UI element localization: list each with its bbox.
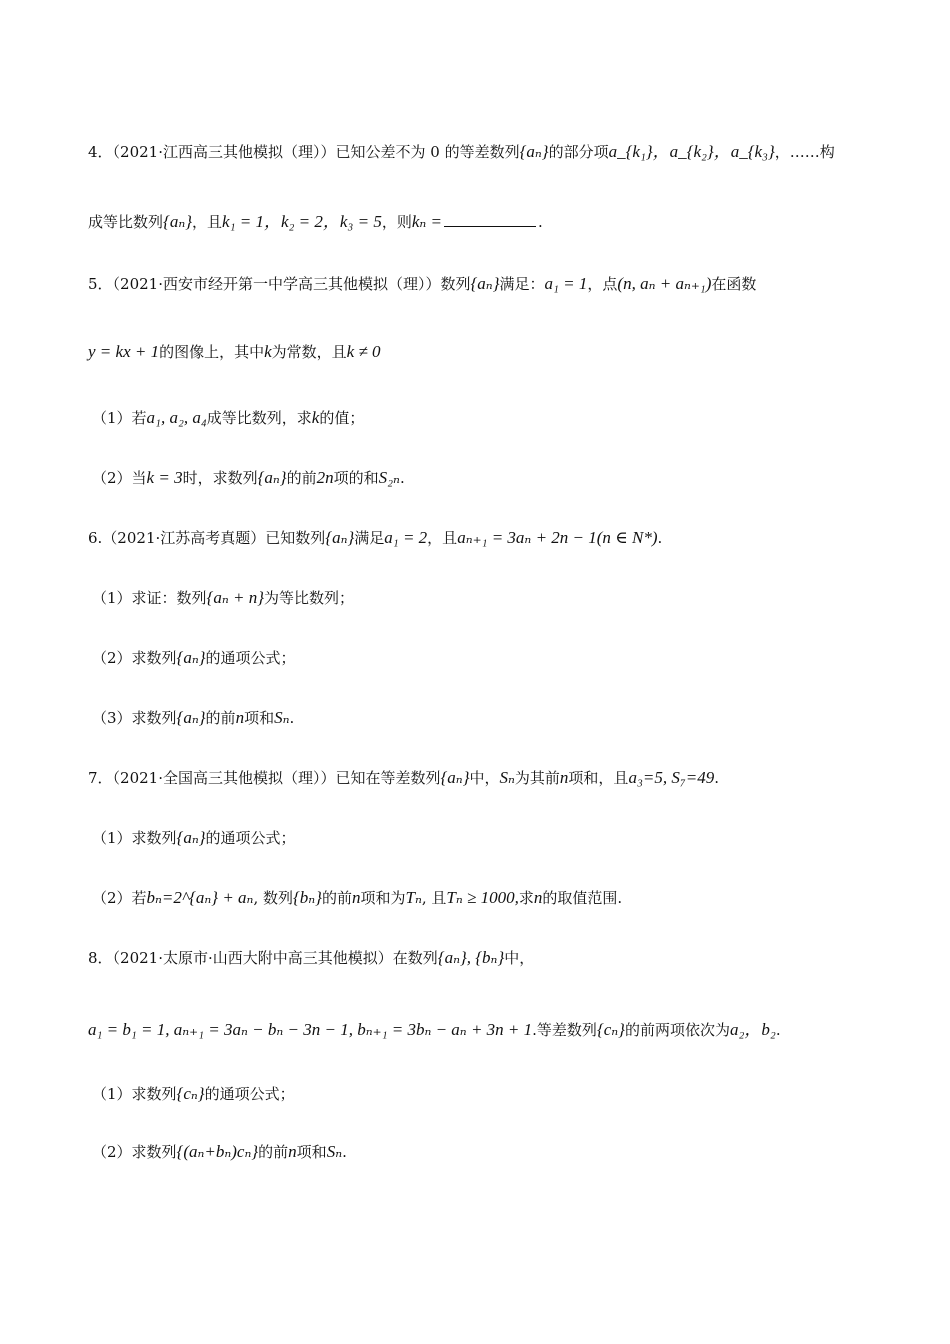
q5-text: 在函数 [711,275,757,293]
q7-text: 求 [518,889,534,907]
q5-text: 时，求数列 [182,469,258,487]
q6-text: 为等比数列； [264,589,355,607]
q7-math: n [559,768,569,787]
q7-text: , 数列 [253,889,293,907]
q5-line-2 [88,340,381,364]
q5-math: a₁, a₂, a₄ [146,408,207,427]
q5-text: 的前 [286,469,317,487]
q6-text: 满足 [354,529,385,547]
q7-text: 为其前 [514,769,560,787]
q5-math: k [311,408,320,427]
q6-math: {aₙ} [325,528,355,547]
q8-math: {aₙ}, {bₙ} [437,948,505,967]
q6-math: a₁ = 2 [384,528,428,547]
q4-text: . [538,213,543,231]
q5-text: . [399,469,405,487]
q8-math: {cₙ} [596,1020,625,1039]
q8-text: 8．（2021·太原市·山西大附中高三其他模拟）在数列 [88,949,438,967]
q6-text: （2）求数列 [92,649,177,667]
q5-text: 成等比数列，求 [206,409,312,427]
q5-math: {aₙ} [470,274,500,293]
q8-math: a₁ = b₁ = 1, aₙ₊₁ = 3aₙ − bₙ − 3n − 1, bₙ₊₁ = 3bₙ − aₙ + 3n + 1 [88,1020,533,1039]
q5-text: （2）当 [92,469,147,487]
q5-text: 为常数，且 [271,343,347,361]
q7-text: 中， [469,769,500,787]
q8-part-1 [92,1082,295,1106]
q7-part-1 [92,826,296,850]
q4-text: 4．（2021·江西高三其他模拟（理））已知公差不为 0 的等差数列 [88,143,520,161]
q6-math: n [235,708,245,727]
q4-text: 成等比数列 [88,213,164,231]
q7-text: （2）若 [92,889,147,907]
q7-text: 7．（2021·全国高三其他模拟（理））已知在等差数列 [88,769,441,787]
q5-math: y = kx + 1 [88,342,160,361]
q5-text: 的值； [319,409,365,427]
q6-text: ，且 [427,529,458,547]
q7-line-1 [88,766,719,790]
q5-math: S₂ₙ [378,468,400,487]
q7-text: 项和，且 [568,769,629,787]
q4-math: {aₙ} [163,212,193,231]
q6-part-2 [92,646,296,670]
q6-math: aₙ₊₁ = 3aₙ + 2n − 1(n ∈ N*) [457,528,658,547]
q7-text: 项和为 [360,889,406,907]
q7-math: {aₙ} [176,828,206,847]
q6-line-1 [88,526,662,550]
q8-text: 的前两项依次为 [624,1021,730,1039]
q7-math: {aₙ} [440,768,470,787]
q7-math: Tₙ ≥ 1000, [446,888,519,907]
q6-text: . [657,529,663,547]
q7-part-2 [92,886,622,910]
q8-line-1 [88,946,534,970]
q8-math: {(aₙ+bₙ)cₙ} [176,1142,259,1161]
q7-math: n [533,888,543,907]
q6-text: . [289,709,295,727]
q5-math: {aₙ} [257,468,287,487]
q8-text: （2）求数列 [92,1143,177,1161]
q5-math: (n, aₙ + aₙ₊₁) [617,274,712,293]
q6-part-1 [92,586,354,610]
q6-text: 的前 [205,709,236,727]
q4-math: k₁ = 1，k₂ = 2，k₃ = 5 [222,212,382,231]
q5-text: 满足： [499,275,545,293]
q5-part-2 [92,466,405,490]
q6-math: {aₙ} [176,648,206,667]
q5-text: 5．（2021·西安市经开第一中学高三其他模拟（理））数列 [88,275,471,293]
q6-text: （3）求数列 [92,709,177,727]
q6-text: （1）求证：数列 [92,589,207,607]
q7-math: Tₙ [405,888,422,907]
q8-text: 的前 [258,1143,289,1161]
q4-text: 的部分项 [548,143,609,161]
q7-text: 的取值范围. [542,889,623,907]
q4-math: a_{k₁}，a_{k₂}，a_{k₃} [608,142,775,161]
q8-text: 项和 [296,1143,327,1161]
q6-text: 的通项公式； [205,649,296,667]
q5-math: k = 3 [146,468,183,487]
q7-text: . [714,769,719,787]
q4-text: ，则 [381,213,412,231]
q4-math: kₙ = [411,212,443,231]
q8-math: a₂，b₂ [730,1020,776,1039]
q8-text: . [342,1143,347,1161]
q8-line-2 [88,1018,781,1042]
q5-math: k [264,342,272,361]
q6-text: 项和 [244,709,275,727]
q4-line-1 [88,140,835,164]
q7-math: {bₙ} [292,888,322,907]
q5-text: 项的和 [333,469,379,487]
q8-text: （1）求数列 [92,1085,177,1103]
q5-text: （1）若 [92,409,147,427]
q7-text: 的前 [321,889,352,907]
q8-text: 中， [504,949,535,967]
q8-part-2 [92,1140,347,1164]
answer-blank [444,210,536,227]
q8-text: .等差数列 [532,1021,597,1039]
q8-text: . [775,1021,781,1039]
q8-math: {cₙ} [176,1084,205,1103]
q7-text: , 且 [421,889,447,907]
q4-text: ，且 [192,213,223,231]
q6-math: {aₙ} [176,708,206,727]
q5-part-1 [92,406,364,430]
q4-text: ，……构 [774,143,835,161]
q6-math: {aₙ + n} [206,588,265,607]
q7-math: a₃=5, S₇=49 [628,768,715,787]
q5-math: a₁ = 1 [544,274,588,293]
q5-text: 的图像上，其中 [159,343,265,361]
q7-math: bₙ=2^{aₙ} + aₙ [146,888,254,907]
q7-math: n [352,888,361,907]
q6-math: Sₙ [274,708,290,727]
q7-text: （1）求数列 [92,829,177,847]
q7-math: Sₙ [499,768,515,787]
q8-math: Sₙ [326,1142,343,1161]
q7-text: 的通项公式； [205,829,296,847]
q4-line-2 [88,210,543,234]
q5-line-1 [88,272,756,296]
q5-math: k ≠ 0 [346,342,381,361]
q6-text: 6.（2021·江苏高考真题）已知数列 [88,529,326,547]
q4-math: {aₙ} [519,142,549,161]
q8-text: 的通项公式； [204,1085,295,1103]
q6-part-3 [92,706,294,730]
q5-text: ，点 [587,275,618,293]
q8-math: n [288,1142,297,1161]
q5-math: 2n [316,468,334,487]
